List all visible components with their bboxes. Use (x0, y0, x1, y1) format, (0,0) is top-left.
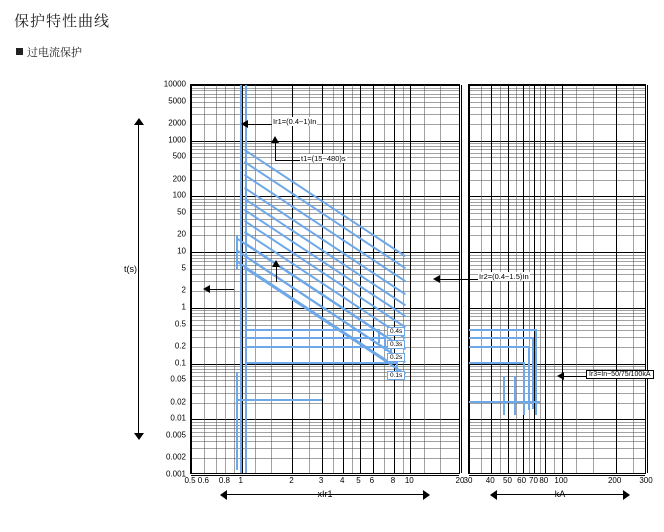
y-tick-label: 10 (177, 246, 186, 256)
y-tick-label: 5 (181, 263, 186, 273)
curve-segment (469, 362, 525, 364)
x-tick-label: 0.5 (184, 476, 196, 485)
curve-segment (503, 376, 505, 415)
curve-segment (247, 346, 392, 348)
x-axis-tick-labels-right (463, 474, 653, 488)
curve-segment (245, 85, 247, 473)
curve-segment (236, 399, 322, 401)
y-tick-label: 1 (181, 302, 186, 312)
curve-segment (247, 362, 398, 364)
section-title (16, 44, 82, 60)
x-tick-label: 3 (318, 476, 324, 485)
plot-area-left (190, 84, 460, 474)
page-title: 保护特性曲线 (14, 13, 111, 30)
curve-segment (535, 376, 537, 415)
annotation-t1-leader-h (275, 160, 300, 161)
x-tick-label: 30 (463, 476, 473, 485)
gridline-v (647, 85, 648, 473)
y-tick-label: 5000 (168, 96, 186, 106)
x-tick-label: 5 (356, 476, 361, 485)
y-tick-label: 100 (172, 190, 186, 200)
protection-characteristic-chart (124, 79, 653, 499)
annotation-ir1-label: Ir1=(0.4~1)In (273, 117, 317, 126)
annotation-ir3-leader (564, 376, 586, 377)
y-tick-label: 0.1 (174, 358, 186, 368)
curve-segment (469, 337, 534, 339)
curve-segment (236, 372, 238, 470)
annotation-ir2-leader (440, 279, 478, 280)
annotation-ir1-leader (248, 124, 272, 125)
x-tick-label: 200 (607, 476, 622, 485)
annotation-ir1-arrow-icon (241, 120, 248, 128)
x-axis-tick-labels-left (184, 474, 465, 488)
curve-segment (528, 346, 530, 410)
annotation-ir2-arrow-icon (433, 275, 440, 283)
x-tick-label: 4 (339, 476, 345, 485)
y-tick-label: 0.002 (165, 452, 186, 462)
y-tick-label: 0.05 (170, 374, 186, 384)
x-tick-label: 40 (485, 476, 495, 485)
y-tick-label: 0.5 (174, 319, 186, 329)
annotation-ir3-label: Ir3=In~50/75/100kA (586, 370, 654, 379)
y-tick-label: 0.005 (165, 430, 186, 440)
annotation-small-leader (210, 289, 234, 290)
y-tick-label: 50 (177, 207, 186, 217)
annotation-t1-arrow-icon (271, 136, 279, 143)
band-label-2: 0.2s (387, 353, 405, 362)
y-tick-label: 0.001 (165, 469, 186, 479)
x-axis-title-left: xIr1 (317, 489, 333, 499)
curve-segment (244, 209, 406, 317)
band-label-1: 0.3s (387, 340, 405, 349)
curve-segment (247, 337, 387, 339)
curve-segment (244, 220, 406, 328)
curve-segment (469, 329, 537, 331)
x-tick-label: 2 (289, 476, 294, 485)
x-tick-label: 6 (369, 476, 375, 485)
y-axis-tick-labels (146, 79, 186, 479)
x-axis-title-right: kA (554, 489, 566, 499)
x-tick-label: 80 (539, 476, 549, 485)
y-axis-arrow-icon (134, 118, 144, 440)
x-tick-label: 10 (404, 476, 414, 485)
x-tick-label: 20 (455, 476, 465, 485)
y-tick-label: 0.02 (170, 397, 186, 406)
band-label-0: 0.4s (387, 327, 405, 336)
x-tick-label: 8 (390, 476, 396, 485)
curve-segment (514, 376, 516, 415)
y-tick-label: 500 (172, 151, 186, 161)
y-tick-label: 20 (177, 229, 186, 239)
band-label-3: 0.1s (387, 371, 405, 380)
x-tick-label: 100 (554, 476, 568, 485)
annotation-small-arrow-icon (203, 285, 210, 293)
y-axis-title: t(s) (124, 264, 137, 274)
y-tick-label: 2000 (168, 118, 186, 128)
y-tick-label: 10000 (163, 79, 186, 89)
y-tick-label: 200 (172, 174, 186, 184)
x-tick-label: 0.6 (197, 476, 209, 485)
x-tick-label: 0.8 (218, 476, 230, 485)
bullet-square-icon (16, 48, 23, 55)
curve-segment (469, 346, 530, 348)
curve-segment (244, 174, 406, 282)
section-title-label: 过电流保护 (27, 47, 82, 59)
annotation-ir3-arrow-icon (557, 372, 564, 380)
annotation-t1-label: t1=(15~480)s (301, 154, 346, 163)
x-tick-label: 70 (529, 476, 538, 485)
y-tick-label: 2 (181, 285, 186, 295)
x-tick-label: 300 (639, 476, 653, 485)
y-tick-label: 0.2 (174, 341, 186, 351)
x-tick-label: 1 (238, 476, 243, 485)
curve-segment (247, 329, 380, 331)
annotation-t1-leader-v (275, 142, 276, 160)
annotation-ir2-label: Ir2=(0.4~1.5)In (479, 272, 529, 281)
annotation-up-arrow-icon (272, 260, 280, 267)
y-tick-label: 0.01 (170, 413, 186, 423)
x-tick-label: 60 (517, 476, 527, 485)
annotation-up-leader (276, 266, 277, 282)
curve-segment (240, 85, 242, 473)
curve-segment (384, 337, 386, 351)
curves-left (191, 85, 459, 473)
curve-segment (523, 376, 525, 415)
x-tick-label: 50 (503, 476, 512, 485)
curve-segment (469, 401, 540, 403)
y-tick-label: 1000 (168, 135, 186, 145)
